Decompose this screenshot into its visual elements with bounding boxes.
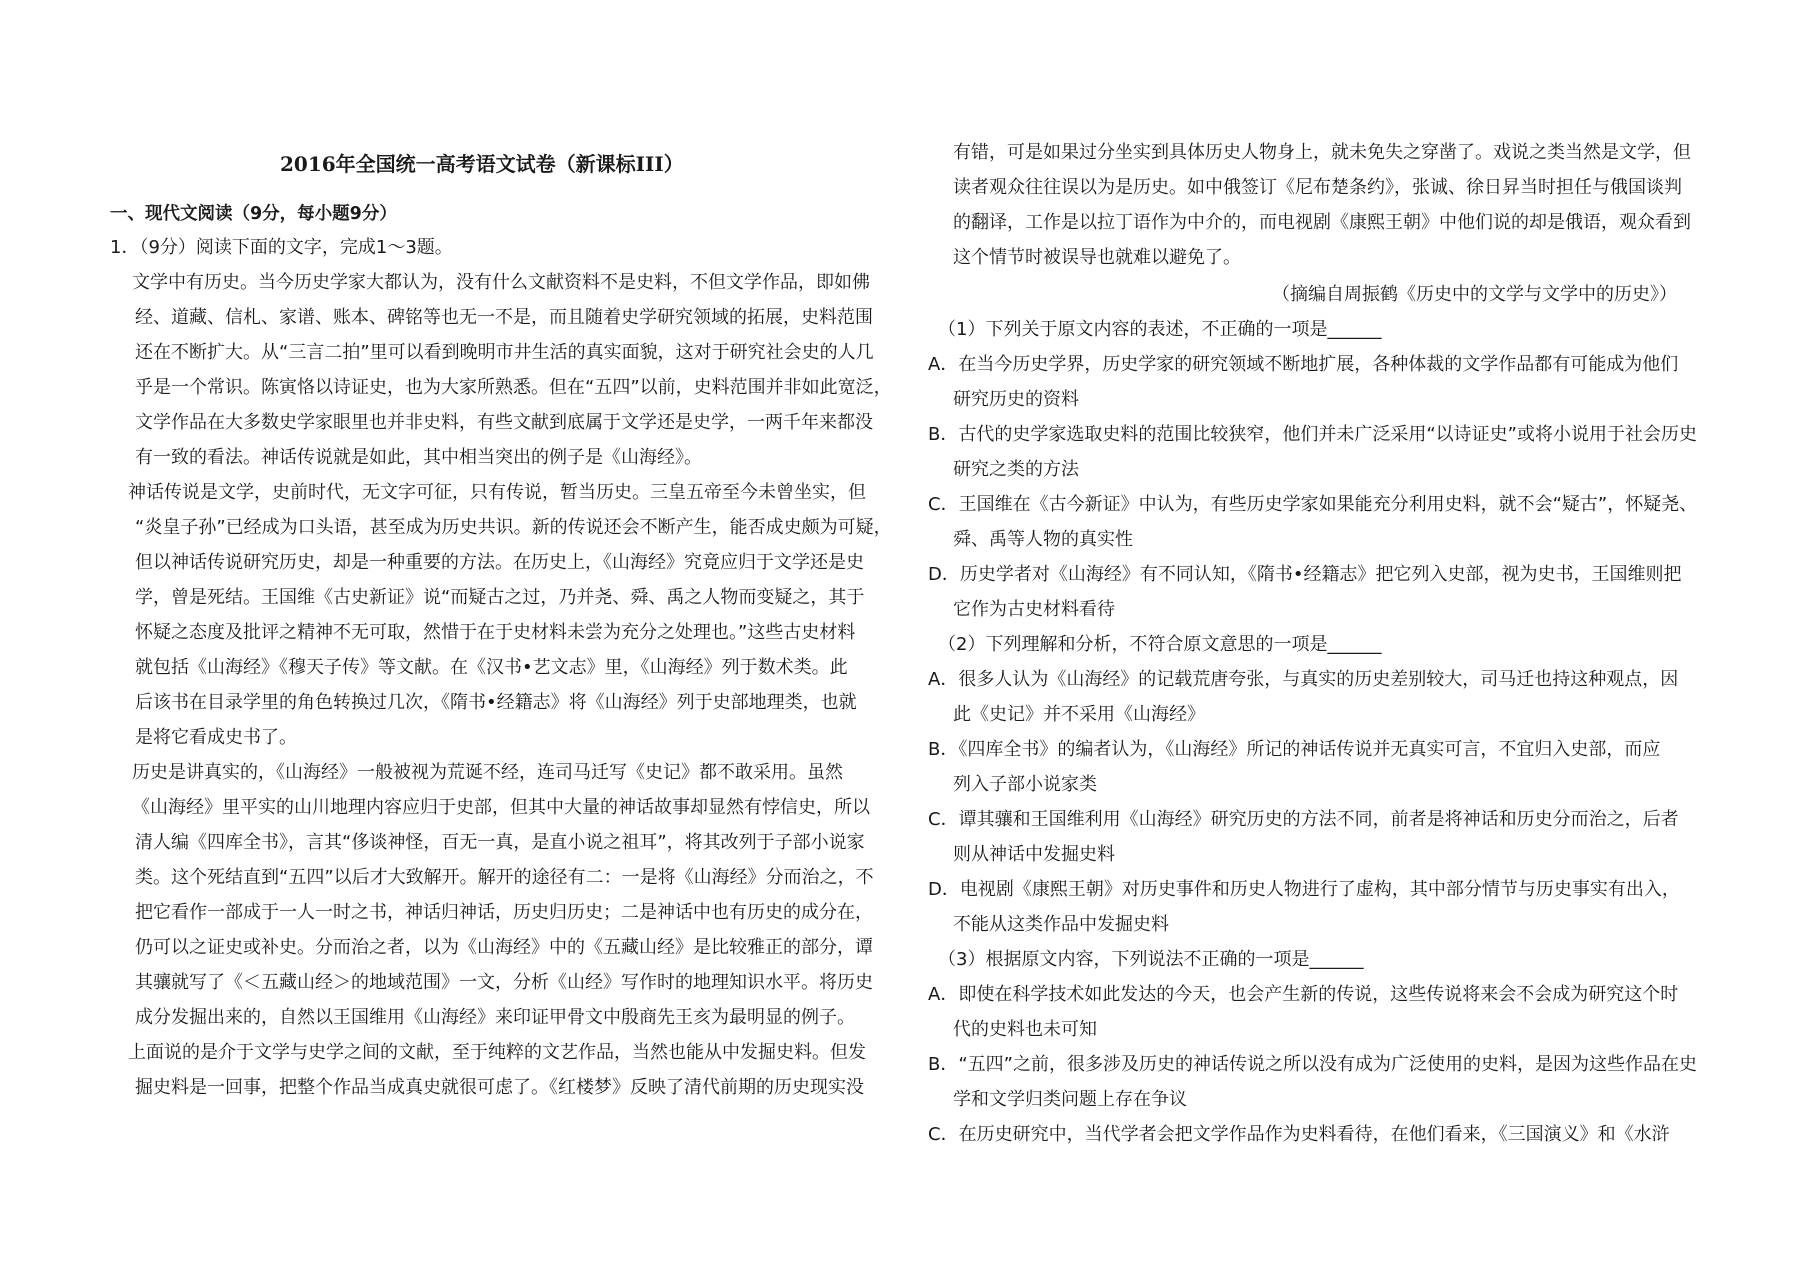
left-line-p: 神话传说是文学，史前时代，无文字可征，只有传说，暂当历史。三皇五帝至今未曾坐实，但 <box>128 482 866 503</box>
right-line-p: 有错，可是如果过分坐实到具体历史人物身上，就未免失之穿凿了。戏说之类当然是文学，但 <box>953 142 1691 163</box>
right-line-opt: A．很多人认为《山海经》的记载荒唐夸张，与真实的历史差别较大，司马迁也持这种观点，因 <box>928 669 1679 690</box>
left-line-p: 乎是一个常识。陈寅恪以诗证史，也为大家所熟悉。但在“五四”以前，史料范围并非如此宽泛， <box>135 377 892 398</box>
left-line-title: 2016年全国统一高考语文试卷（新课标III） <box>280 152 684 176</box>
left-line-p: 就包括《山海经》《穆天子传》等文献。在《汉书•艺文志》里，《山海经》列于数术类。此 <box>135 657 848 678</box>
right-line-opt: A．在当今历史学界，历史学家的研究领域不断地扩展，各种体裁的文学作品都有可能成为他们 <box>928 354 1679 375</box>
left-line-p: 清人编《四库全书》，言其“侈谈神怪，百无一真，是直小说之祖耳”，将其改列于子部小说家 <box>135 832 865 853</box>
right-line-q: （3）根据原文内容，下列说法不正确的一项是______ <box>938 949 1364 970</box>
right-line-opt: B．《四库全书》的编者认为，《山海经》所记的神话传说并无真实可言，不宜归入史部，而应 <box>928 739 1661 760</box>
left-line-p: 掘史料是一回事，把整个作品当成真史就很可虑了。《红楼梦》反映了清代前期的历史现实没 <box>135 1077 864 1098</box>
left-line-p: 文学作品在大多数史学家眼里也并非史料，有些文献到底属于文学还是史学，一两千年来都没 <box>135 412 873 433</box>
right-line-opt2: 则从神话中发掘史料 <box>953 844 1115 865</box>
right-line-opt2: 代的史料也未可知 <box>953 1019 1097 1040</box>
right-line-opt2: 它作为古史材料看待 <box>953 599 1115 620</box>
left-line-p: 类。这个死结直到“五四”以后才大致解开。解开的途径有二：一是将《山海经》分而治之，不 <box>135 867 874 888</box>
left-line-p: 上面说的是介于文学与史学之间的文献，至于纯粹的文艺作品，当然也能从中发掘史料。但发 <box>128 1042 866 1063</box>
left-line-p: 文学中有历史。当今历史学家大都认为，没有什么文献资料不是史料，不但文学作品，即如佛 <box>132 272 870 293</box>
right-line-p: 这个情节时被误导也就难以避免了。 <box>953 247 1241 268</box>
left-line-p: 其骧就写了《＜五藏山经＞的地域范围》一文，分析《山经》写作时的地理知识水平。将历史 <box>135 972 873 993</box>
right-line-opt2: 不能从这类作品中发掘史料 <box>953 914 1169 935</box>
right-line-opt: A．即使在科学技术如此发达的今天，也会产生新的传说，这些传说将来会不会成为研究这个时 <box>928 984 1679 1005</box>
right-line-opt2: 舜、禹等人物的真实性 <box>953 529 1133 550</box>
right-line-p: 读者观众往往误以为是历史。如中俄签订《尼布楚条约》，张诚、徐日昇当时担任与俄国谈判 <box>953 177 1682 198</box>
left-line-p: 历史是讲真实的，《山海经》一般被视为荒诞不经，连司马迁写《史记》都不敢采用。虽然 <box>132 762 843 783</box>
right-line-src: （摘编自周振鹤《历史中的文学与文学中的历史》） <box>1272 284 1677 305</box>
left-line-q: 1．（9分）阅读下面的文字，完成1～3题。 <box>110 237 453 258</box>
right-line-opt: D．电视剧《康熙王朝》对历史事件和历史人物进行了虚构，其中部分情节与历史事实有出入， <box>928 879 1680 900</box>
right-line-opt: C．王国维在《古今新证》中认为，有些历史学家如果能充分利用史料，就不会“疑古”，怀疑尧、 <box>928 494 1698 515</box>
left-line-p: 把它看作一部成于一人一时之书，神话归神话，历史归历史；二是神话中也有历史的成分在， <box>135 902 873 923</box>
left-line-p: 有一致的看法。神话传说就是如此，其中相当突出的例子是《山海经》。 <box>135 447 702 468</box>
right-line-opt2: 学和文学归类问题上存在争议 <box>953 1089 1187 1110</box>
left-line-p: 《山海经》里平实的山川地理内容应归于史部，但其中大量的神话故事却显然有悖信史，所以 <box>132 797 870 818</box>
left-line-p: 是将它看成史书了。 <box>135 727 297 748</box>
right-line-q: （2）下列理解和分析，不符合原文意思的一项是______ <box>938 634 1382 655</box>
right-line-opt: B．“五四”之前，很多涉及历史的神话传说之所以没有成为广泛使用的史料，是因为这些作品在史 <box>928 1054 1697 1075</box>
left-line-p: 经、道藏、信札、家谱、账本、碑铭等也无一不是，而且随着史学研究领域的拓展，史料范围 <box>135 307 873 328</box>
left-line-p: 后该书在目录学里的角色转换过几次，《隋书•经籍志》将《山海经》列于史部地理类，也就 <box>135 692 857 713</box>
left-line-p: 但以神话传说研究历史，却是一种重要的方法。在历史上，《山海经》究竟应归于文学还是史 <box>135 552 864 573</box>
right-line-p: 的翻译，工作是以拉丁语作为中介的，而电视剧《康熙王朝》中他们说的却是俄语，观众看到 <box>953 212 1691 233</box>
right-line-opt: C．谭其骧和王国维利用《山海经》研究历史的方法不同，前者是将神话和历史分而治之，后者 <box>928 809 1679 830</box>
right-line-opt: C．在历史研究中，当代学者会把文学作品作为史料看待，在他们看来，《三国演义》和《水浒 <box>928 1124 1670 1145</box>
right-line-opt2: 研究历史的资料 <box>953 389 1079 410</box>
left-line-p: 怀疑之态度及批评之精神不无可取，然惜于在于史材料未尝为充分之处理也。”这些古史材料 <box>135 622 856 643</box>
left-line-p: 学，曾是死结。王国维《古史新证》说“而疑古之过，乃并尧、舜、禹之人物而变疑之，其于 <box>135 587 865 608</box>
right-line-opt: B．古代的史学家选取史料的范围比较狭窄，他们并未广泛采用“以诗证史”或将小说用于社会历史 <box>928 424 1697 445</box>
left-line-section: 一、现代文阅读（9分，每小题9分） <box>110 204 397 224</box>
right-line-opt2: 此《史记》并不采用《山海经》 <box>953 704 1205 725</box>
right-line-opt2: 研究之类的方法 <box>953 459 1079 480</box>
right-line-opt: D．历史学者对《山海经》有不同认知，《隋书•经籍志》把它列入史部，视为史书，王国维则把 <box>928 564 1682 585</box>
left-line-p: 还在不断扩大。从“三言二拍”里可以看到晚明市井生活的真实面貌，这对于研究社会史的人几 <box>135 342 874 363</box>
right-line-opt2: 列入子部小说家类 <box>953 774 1097 795</box>
right-line-q: （1）下列关于原文内容的表述，不正确的一项是______ <box>938 319 1382 340</box>
left-line-p: 成分发掘出来的，自然以王国维用《山海经》来印证甲骨文中殷商先王亥为最明显的例子。 <box>135 1007 855 1028</box>
left-line-p: 仍可以之证史或补史。分而治之者，以为《山海经》中的《五藏山经》是比较雅正的部分，谭 <box>135 937 873 958</box>
left-line-p: “炎皇子孙”已经成为口头语，甚至成为历史共识。新的传说还会不断产生，能否成史颇为可疑， <box>135 517 892 538</box>
